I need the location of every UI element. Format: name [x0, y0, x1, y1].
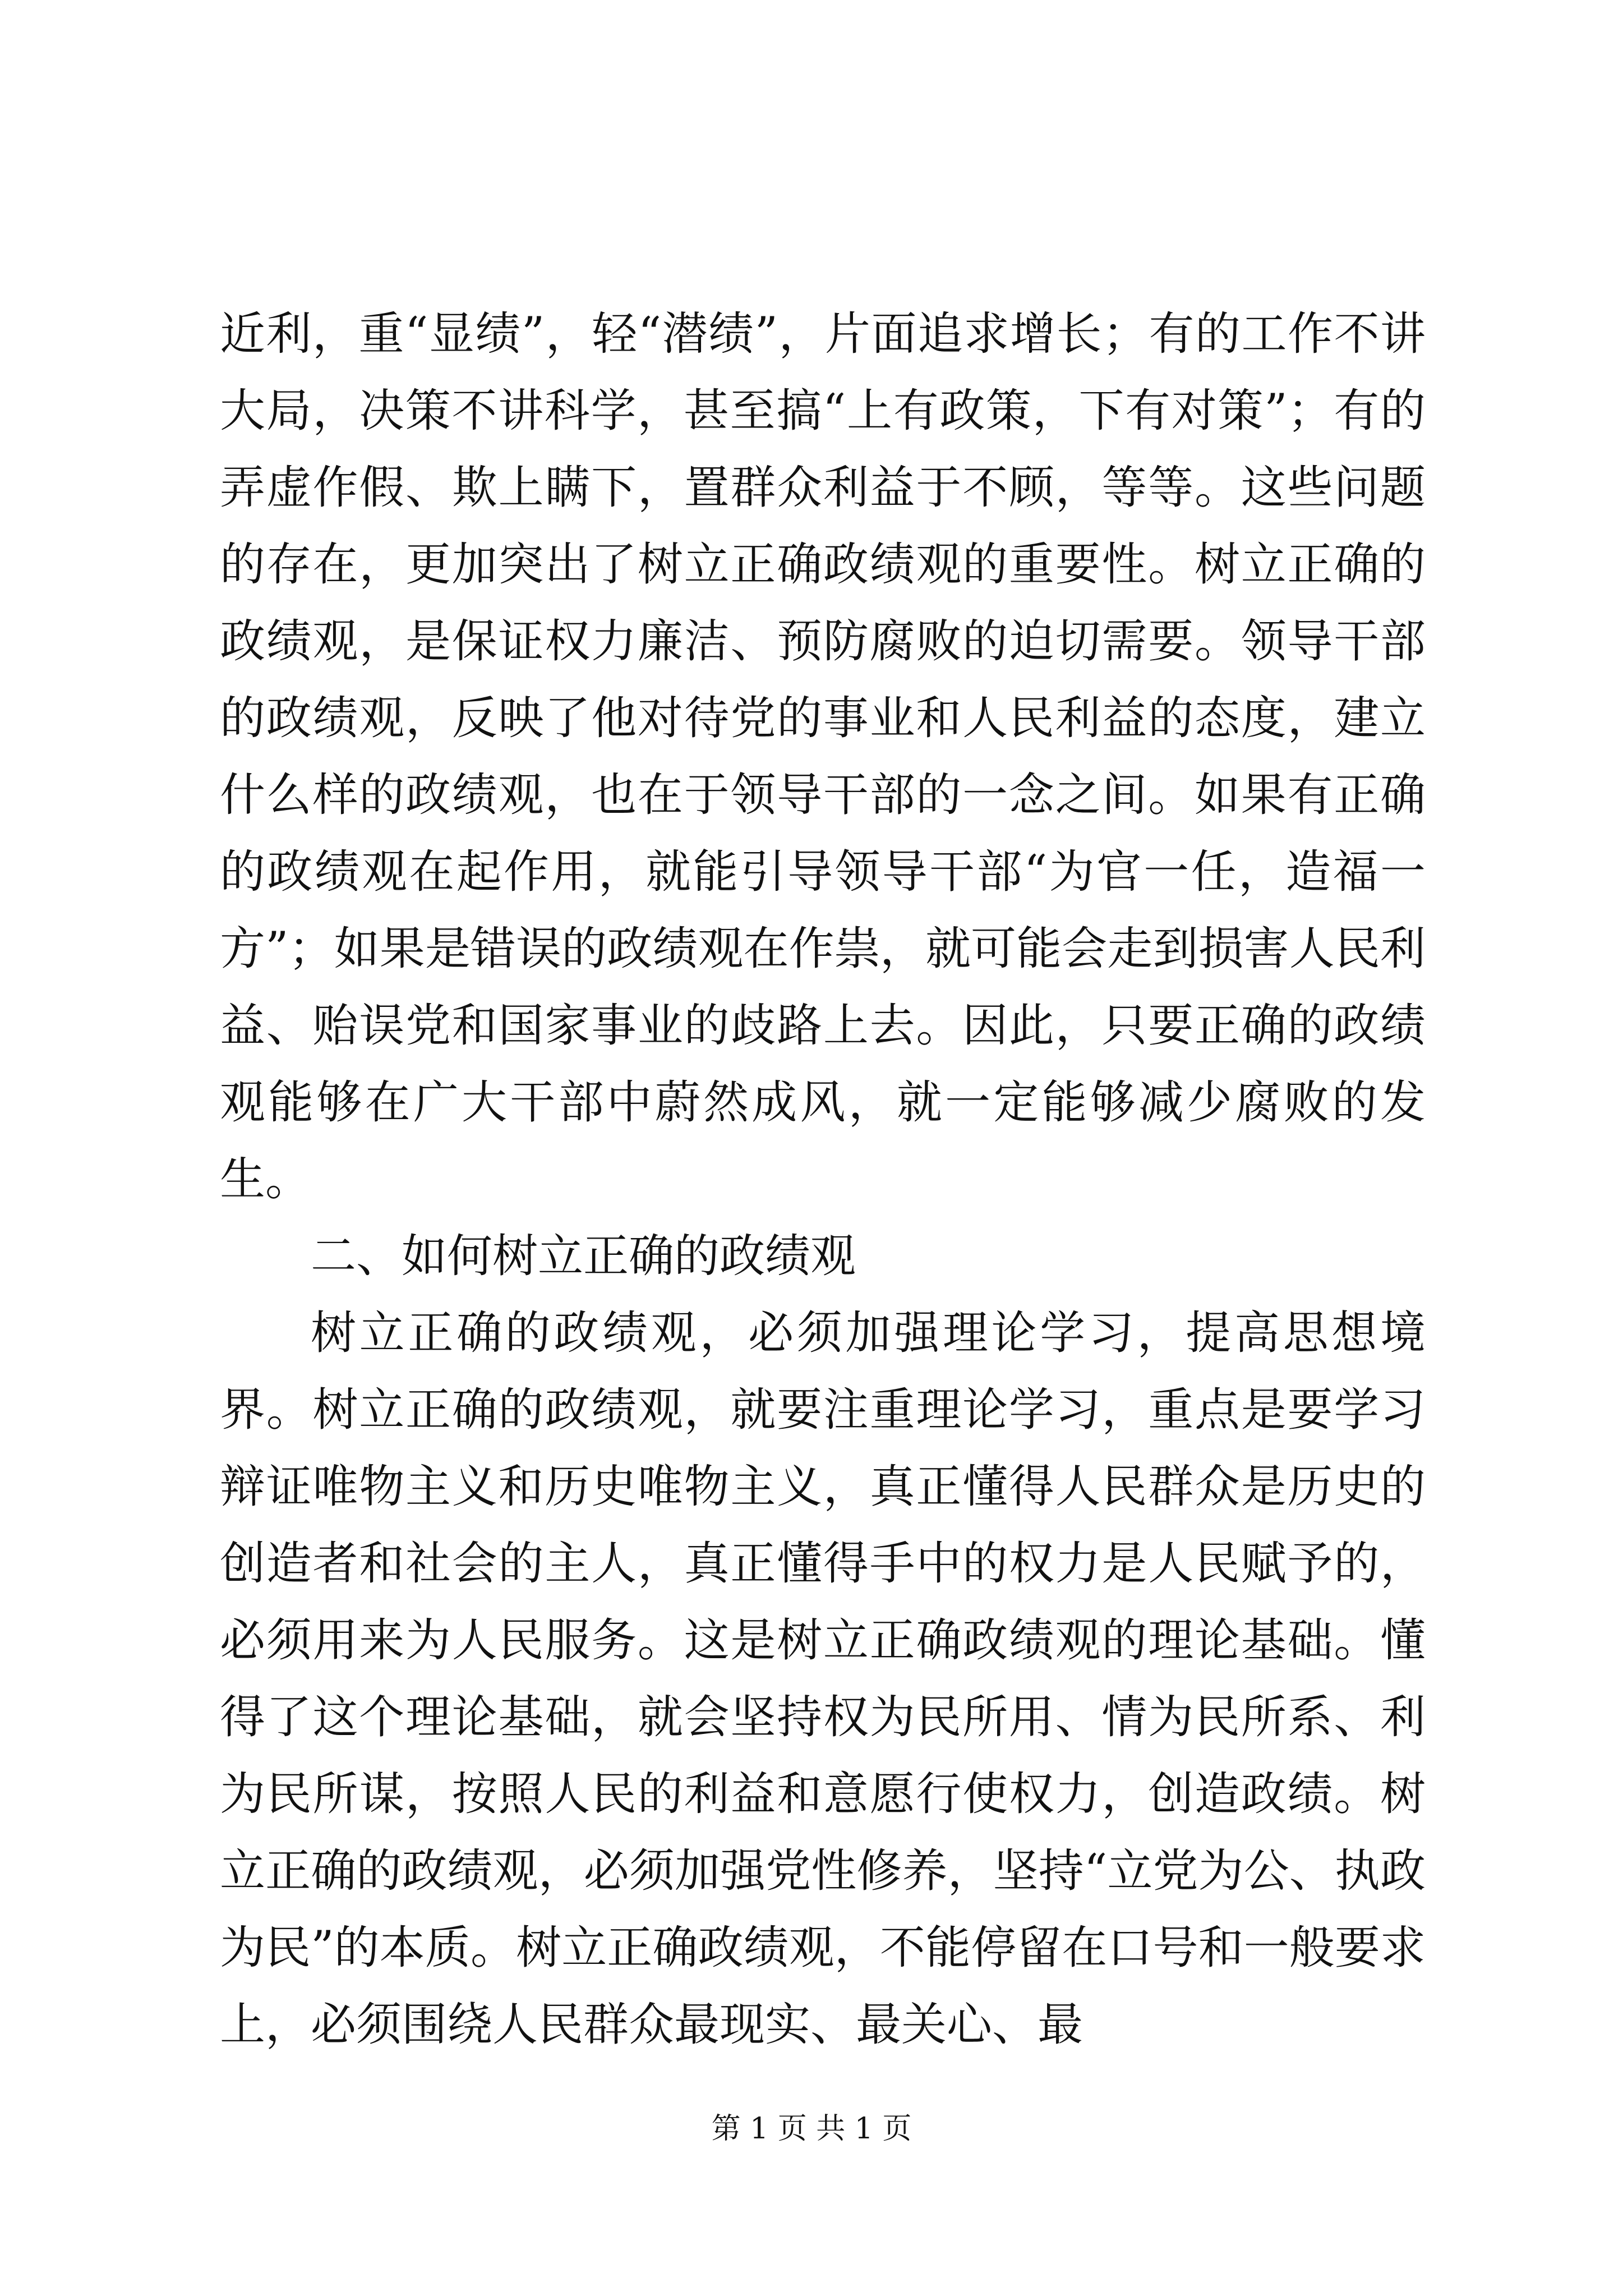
- page-footer: 第 1 页 共 1 页: [711, 2112, 912, 2146]
- document-body: [220, 296, 1426, 2064]
- paragraph: 树立正确的政绩观，必须加强理论学习，提高思想境界。树立正确的政绩观，就要注重理论学习，重点是要学习辩证唯物主义和历史唯物主义，真正懂得人民群众是历史的创造者和社会的主人，真正懂得手中的权力是人民赋予的，必须用来为人民服务。这是树立正确政绩观的理论基础。懂得了这个理论基础，就会坚持权为民所用、情为民所系、利为民所谋，按照人民的利益和意愿行使权力，创造政绩。树立正确的政绩观，必须加强党性修养，坚持“立党为公、执政为民”的本质。树立正确政绩观，不能停留在口号和一般要求上，必须围绕人民群众最现实、最关心、最: [220, 1307, 1426, 2051]
- section-heading: 二、如何树立正确的政绩观: [311, 1230, 856, 1283]
- paragraph-continuation: 近利，重“显绩”，轻“潜绩”，片面追求增长；有的工作不讲大局，决策不讲科学，甚至搞“上有政策，下有对策”；有的弄虚作假、欺上瞒下，置群众利益于不顾，等等。这些问题的存在，更加突出了树立正确政绩观的重要性。树立正确的政绩观，是保证权力廉洁、预防腐败的迫切需要。领导干部的政绩观，反映了他对待党的事业和人民利益的态度，建立什么样的政绩观，也在于领导干部的一念之间。如果有正确的政绩观在起作用，就能引导领导干部“为官一任，造福一方”；如果是错误的政绩观在作祟，就可能会走到损害人民利益、贻误党和国家事业的歧路上去。因此，只要正确的政绩观能够在广大干部中蔚然成风，就一定能够减少腐败的发生。: [220, 308, 1426, 1206]
